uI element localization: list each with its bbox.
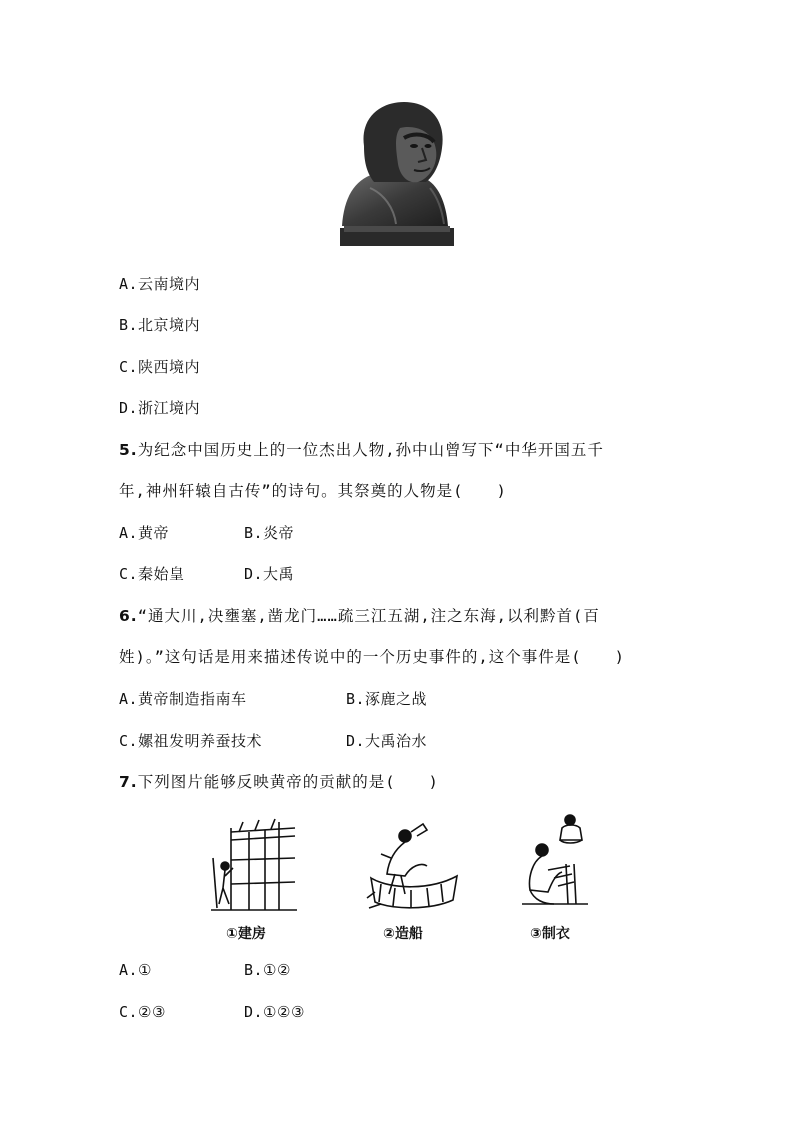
q5-stem-line1 [119,440,604,460]
caption-making-clothes: ③制衣 [530,926,570,942]
q5-number: 5. [119,441,138,459]
q6-stem-line1 [119,606,600,626]
q7-option-c: C.②③ [119,1003,166,1021]
q6-text-1: “通大川,决壅塞,凿龙门……疏三江五湖,注之东海,以利黔首(百 [137,607,600,625]
q5-text-1: 为纪念中国历史上的一位杰出人物,孙中山曾写下“中华开国五千 [137,441,604,459]
making-clothes-figure [518,808,592,914]
making-clothes-icon [518,808,592,914]
building-boat-figure [361,818,461,914]
q7-text: 下列图片能够反映黄帝的贡献的是( ) [137,773,439,791]
bust-icon [334,98,460,250]
q4-option-c: C.陕西境内 [119,358,201,376]
q7-option-b: B.①② [244,961,291,979]
q6-number: 6. [119,607,138,625]
q4-option-d: D.浙江境内 [119,399,201,417]
building-house-icon [209,818,299,914]
q7-number: 7. [119,773,138,791]
q6-option-a: A.黄帝制造指南车 [119,690,247,708]
q5-option-a: A.黄帝 [119,524,170,542]
q7-option-a: A.① [119,961,153,979]
q5-option-d: D.大禹 [244,565,295,583]
q6-option-d: D.大禹治水 [346,732,428,750]
caption-building-boat: ②造船 [383,926,423,942]
caption-building-house: ①建房 [226,926,266,942]
q5-option-b: B.炎帝 [244,524,295,542]
q7-option-d: D.①②③ [244,1003,305,1021]
building-house-figure [209,818,299,914]
q6-option-b: B.涿鹿之战 [346,690,428,708]
q6-stem-line2: 姓)。”这句话是用来描述传说中的一个历史事件的,这个事件是( ) [119,648,625,666]
q5-option-c: C.秦始皇 [119,565,185,583]
q5-stem-line2: 年,神州轩辕自古传”的诗句。其祭奠的人物是( ) [119,482,507,500]
q6-option-c: C.嫘祖发明养蚕技术 [119,732,263,750]
peking-man-bust-figure [334,98,460,250]
q7-stem [119,772,439,792]
q4-option-b: B.北京境内 [119,316,201,334]
building-boat-icon [361,818,461,914]
q4-option-a: A.云南境内 [119,275,201,293]
